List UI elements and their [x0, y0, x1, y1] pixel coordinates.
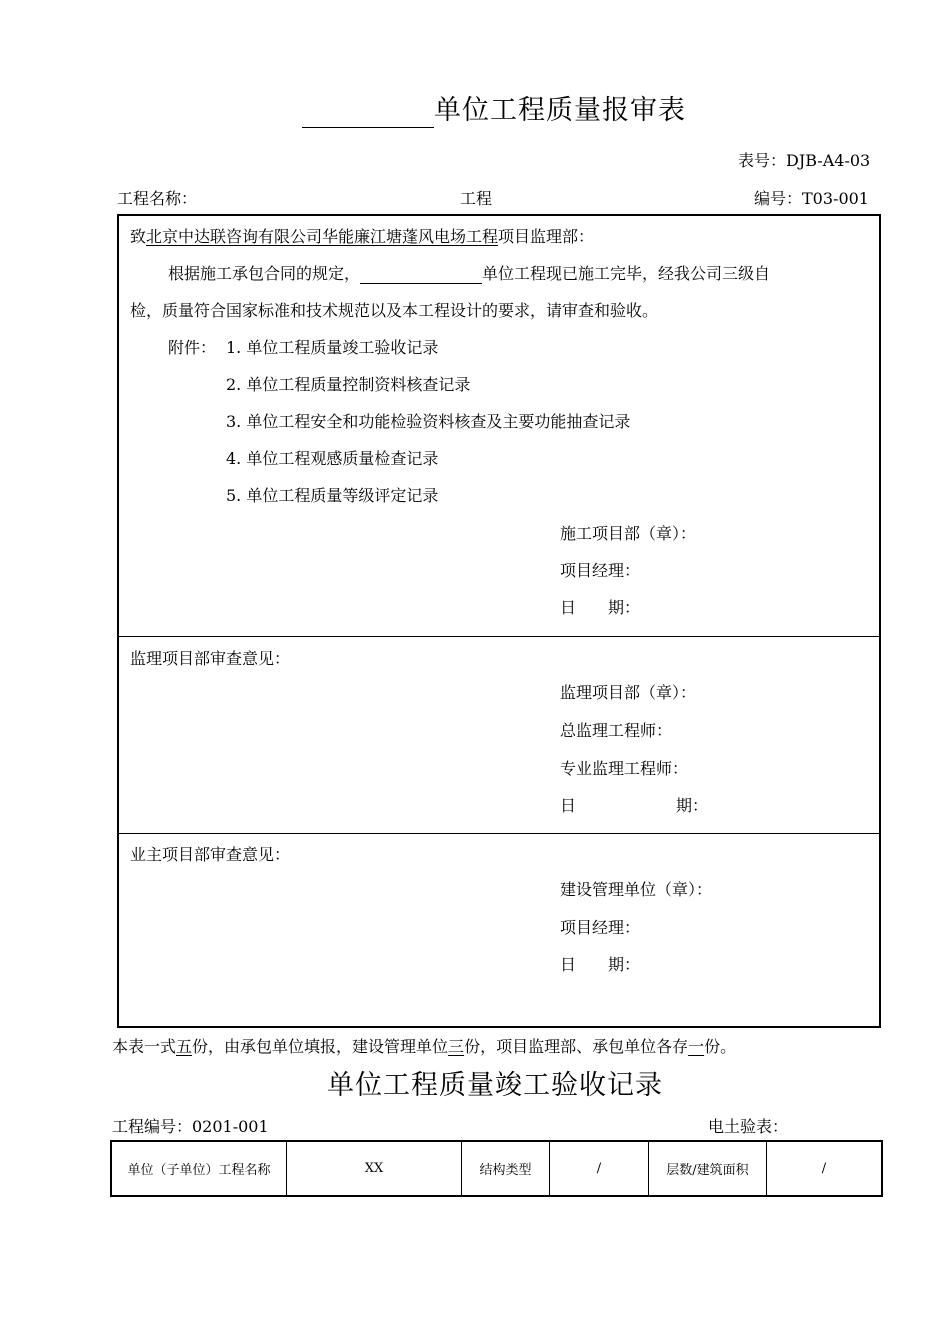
record-project-code: 工程编号：0201-001: [112, 1117, 269, 1136]
contractor-dept-stamp: 施工项目部（章）：: [560, 524, 697, 543]
structure-type-value: /: [550, 1141, 649, 1196]
record-table-number: 电土验表：: [708, 1117, 789, 1136]
specialist-supervisor: 专业监理工程师：: [560, 759, 689, 778]
supervision-date-a: 日: [560, 796, 577, 815]
copies-note: 本表一式五份，由承包单位填报，建设管理单位三份，项目监理部、承包单位各存一份。: [112, 1037, 737, 1056]
owner-project-manager: 项目经理：: [560, 918, 641, 937]
serial-number: 编号：T03-001: [754, 189, 869, 208]
section-divider: [117, 833, 879, 834]
floors-area-value: /: [767, 1141, 883, 1196]
table-row: [111, 1141, 882, 1196]
section-divider: [117, 636, 879, 637]
unit-project-blank: [360, 265, 482, 284]
structure-type-label: 结构类型: [462, 1141, 550, 1196]
attachment-item: 4. 单位工程观感质量检查记录: [226, 449, 439, 468]
paragraph-line1: 根据施工承包合同的规定， 单位工程现已施工完毕，经我公司三级自: [168, 264, 771, 283]
project-name-label: 工程名称：: [117, 189, 198, 208]
attachment-item: 5. 单位工程质量等级评定记录: [226, 486, 439, 505]
owner-unit-stamp: 建设管理单位（章）：: [560, 880, 713, 899]
owner-opinion-label: 业主项目部审查意见：: [130, 845, 291, 864]
record-table: [110, 1140, 883, 1197]
owner-date: 日 期：: [560, 955, 641, 974]
unit-name-label: 单位（子单位）工程名称: [111, 1141, 287, 1196]
contractor-date: 日 期：: [560, 598, 641, 617]
chief-supervisor: 总监理工程师：: [560, 721, 673, 740]
addressee-org: 北京中达联咨询有限公司华能廉江塘蓬风电场工程: [146, 227, 499, 246]
supervision-opinion-label: 监理项目部审查意见：: [130, 649, 291, 668]
paragraph-line2: 检，质量符合国家标准和技术规范以及本工程设计的要求，请审查和验收。: [130, 301, 659, 320]
supervision-date-b: 期：: [676, 796, 709, 815]
attachments-label: 附件：: [168, 338, 217, 357]
form-title: 单位工程质量报审表: [434, 95, 686, 126]
title-blank-line: [302, 127, 434, 128]
form-number: 表号：DJB-A4-03: [738, 151, 871, 170]
contractor-project-manager: 项目经理：: [560, 561, 641, 580]
attachment-item: 3. 单位工程安全和功能检验资料核查及主要功能抽查记录: [226, 412, 631, 431]
record-title: 单位工程质量竣工验收记录: [327, 1070, 663, 1101]
floors-area-label: 层数/建筑面积: [649, 1141, 767, 1196]
attachment-item: 1. 单位工程质量竣工验收记录: [226, 338, 439, 357]
project-name-suffix: 工程: [460, 189, 493, 208]
unit-name-value: XX: [287, 1141, 462, 1196]
supervision-dept-stamp: 监理项目部（章）：: [560, 683, 697, 702]
attachment-item: 2. 单位工程质量控制资料核查记录: [226, 375, 471, 394]
addressee: 致北京中达联咨询有限公司华能廉江塘蓬风电场工程项目监理部：: [130, 227, 595, 246]
